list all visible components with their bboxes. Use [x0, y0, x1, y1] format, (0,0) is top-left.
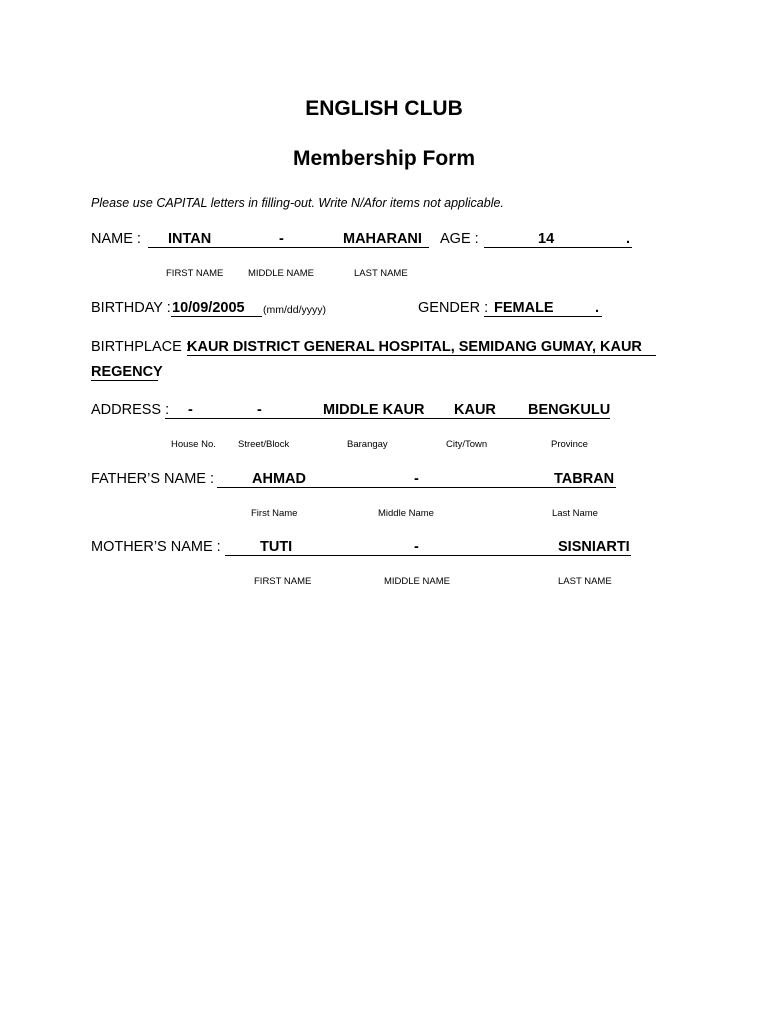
mother-last-value: SISNIARTI: [558, 539, 630, 555]
father-name-underline: [217, 487, 616, 488]
address-label: ADDRESS :: [91, 402, 170, 418]
birthday-format: (mm/dd/yyyy): [263, 304, 326, 316]
birthplace-label: BIRTHPLACE :: [91, 339, 190, 355]
birthplace-underline-2: [91, 380, 158, 381]
gender-value: FEMALE: [494, 300, 554, 316]
address-underline: [165, 418, 610, 419]
address-province-sublabel: Province: [551, 439, 588, 450]
mother-name-underline: [225, 555, 631, 556]
father-last-value: TABRAN: [554, 471, 615, 487]
name-middle-value: -: [279, 231, 284, 247]
father-first-sublabel: First Name: [251, 508, 298, 519]
birthplace-underline-1: [187, 355, 656, 356]
form-subtitle: Membership Form: [292, 147, 476, 170]
birthplace-value-line2: REGENCY: [91, 364, 163, 380]
address-street-sublabel: Street/Block: [238, 439, 290, 450]
age-underline: [484, 247, 632, 248]
birthday-value: 10/09/2005: [172, 300, 245, 316]
address-province-value: BENGKULU: [528, 402, 611, 418]
gender-period: .: [595, 300, 600, 316]
name-underline: [148, 247, 429, 248]
father-middle-sublabel: Middle Name: [378, 508, 434, 519]
name-first-sublabel: FIRST NAME: [166, 268, 224, 279]
birthplace-value-line1: KAUR DISTRICT GENERAL HOSPITAL, SEMIDANG GUMAY, KAUR: [187, 339, 642, 355]
address-house-value: -: [188, 402, 193, 418]
address-street-value: -: [257, 402, 262, 418]
mother-name-label: MOTHER’S NAME :: [91, 539, 221, 555]
form-title: ENGLISH CLUB: [305, 97, 463, 120]
name-last-sublabel: LAST NAME: [354, 268, 408, 279]
father-name-label: FATHER’S NAME :: [91, 471, 214, 487]
instructions-text: Please use CAPITAL letters in filling-out. Write N/Afor items not applicable.: [91, 196, 504, 210]
father-last-sublabel: Last Name: [552, 508, 598, 519]
name-first-value: INTAN: [168, 231, 212, 247]
mother-middle-value: -: [414, 539, 419, 555]
father-first-value: AHMAD: [252, 471, 306, 487]
address-house-sublabel: House No.: [171, 439, 216, 450]
address-city-value: KAUR: [454, 402, 496, 418]
name-label: NAME :: [91, 231, 141, 247]
gender-underline: [484, 316, 602, 317]
father-middle-value: -: [414, 471, 419, 487]
gender-label: GENDER :: [418, 300, 489, 316]
birthday-label: BIRTHDAY :: [91, 300, 171, 316]
age-period: .: [626, 231, 631, 247]
mother-middle-sublabel: MIDDLE NAME: [384, 576, 450, 587]
mother-first-value: TUTI: [260, 539, 293, 555]
birthday-underline: [171, 316, 262, 317]
address-barangay-value: MIDDLE KAUR: [323, 402, 425, 418]
mother-last-sublabel: LAST NAME: [558, 576, 612, 587]
age-value: 14: [538, 231, 555, 247]
age-label: AGE :: [440, 231, 479, 247]
address-city-sublabel: City/Town: [446, 439, 488, 450]
mother-first-sublabel: FIRST NAME: [254, 576, 312, 587]
name-middle-sublabel: MIDDLE NAME: [248, 268, 314, 279]
name-last-value: MAHARANI: [343, 231, 422, 247]
address-barangay-sublabel: Barangay: [347, 439, 388, 450]
